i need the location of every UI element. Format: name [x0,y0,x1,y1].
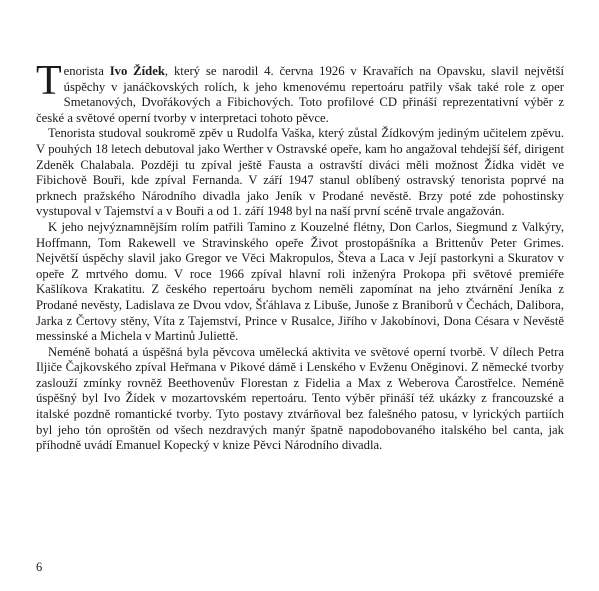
paragraph-2: Tenorista studoval soukromě zpěv u Rudolfa Vaška, který zůstal Žídkovým jediným učitelem zpěvu. V pouhých 18 letech debutoval jako Werther v Ostravské opeře, kam ho angažoval tehdejší šéf, dirigent Zdeněk Chalabala. Později tu zpíval ještě Fausta a ostravští diváci měli možnost Žídka vidět ve Fibichově Bouři, kde zpíval Fernanda. V září 1947 stanul oblíbený ostravský tenorista poprvé na prknech pražského Národního divadla jako Jeník v Prodané nevěstě. Brzy poté zde pohostinsky vystupoval v Tajemství a v Bouři a od 1. září 1948 byl na naší první scéně trvale angažován. [36,126,564,219]
paragraph-4: Neméně bohatá a úspěšná byla pěvcova umělecká aktivita ve světové operní tvorbě. V dílech Petra Iljiče Čajkovského zpíval Heřmana v Pikové dámě i Lenského v Evženu Oněginovi. Z německé tvorby zaslouží zmínky rovněž Beethovenův Florestan z Fidelia a Max z Weberova Čarostřelce. Neméně úspěšný byl Ivo Žídek v mozartovském repertoáru. Tento výběr přináší též ukázky z francouzské a italské pozdně romantické tvorby. Tyto postavy ztvárňoval bez falešného patosu, v lyrických partiích byl jeho tón oproštěn od všech nezdravých manýr špatně napodobovaného italského bel canta, jak příhodně uvádí Emanuel Kopecký v knize Pěvci Národního divadla. [36,344,564,453]
paragraph-3: K jeho nejvýznamnějším rolím patřili Tamino z Kouzelné flétny, Don Carlos, Siegmund z Valkýry, Hoffmann, Tom Rakewell ve Stravinského opeře Život prostopášníka a Brittenův Peter Grimes. Největší úspěchy slavil jako Gregor ve Věci Makropulos, Števa a Laca v Její pastorkyni a Skuratov v opeře Z mrtvého domu. V roce 1966 zpíval hlavní roli inženýra Prokopa při světové premiéře Kašlíkova Krakatitu. Z českého repertoáru bychom neměli zapomínat na jeho ztvárnění Jeníka z Prodané nevěsty, Ladislava ze Dvou vdov, Šťáhlava z Libuše, Junoše z Braniborů v Čechách, Dalibora, Jarka z Čertovy stěny, Víta z Tajemství, Prince v Rusalce, Jiřího v Jakobínovi, Dona Césara v Nevěstě messinské a Michela v Martinů Juliettě. [36,219,564,344]
paragraph-1 [36,58,564,126]
paragraph-1-text: , který se narodil 4. června 1926 v Kravařích na Opavsku, slavil největší úspěchy v janáčkovských rolích, k jeho kmenovému repertoáru patřily však také role z oper Smetanových, Dvořákových a Fibichových. Toto profilové CD přináší reprezentativní výběr z české a světové operní tvorby v interpretaci tohoto pěvce. [36,64,564,125]
page-number: 6 [36,560,43,574]
singer-name: Ivo Žídek [109,64,165,78]
paragraph-1-lead: enorista [63,64,110,78]
drop-cap: T [36,58,62,104]
body-text [36,58,564,454]
